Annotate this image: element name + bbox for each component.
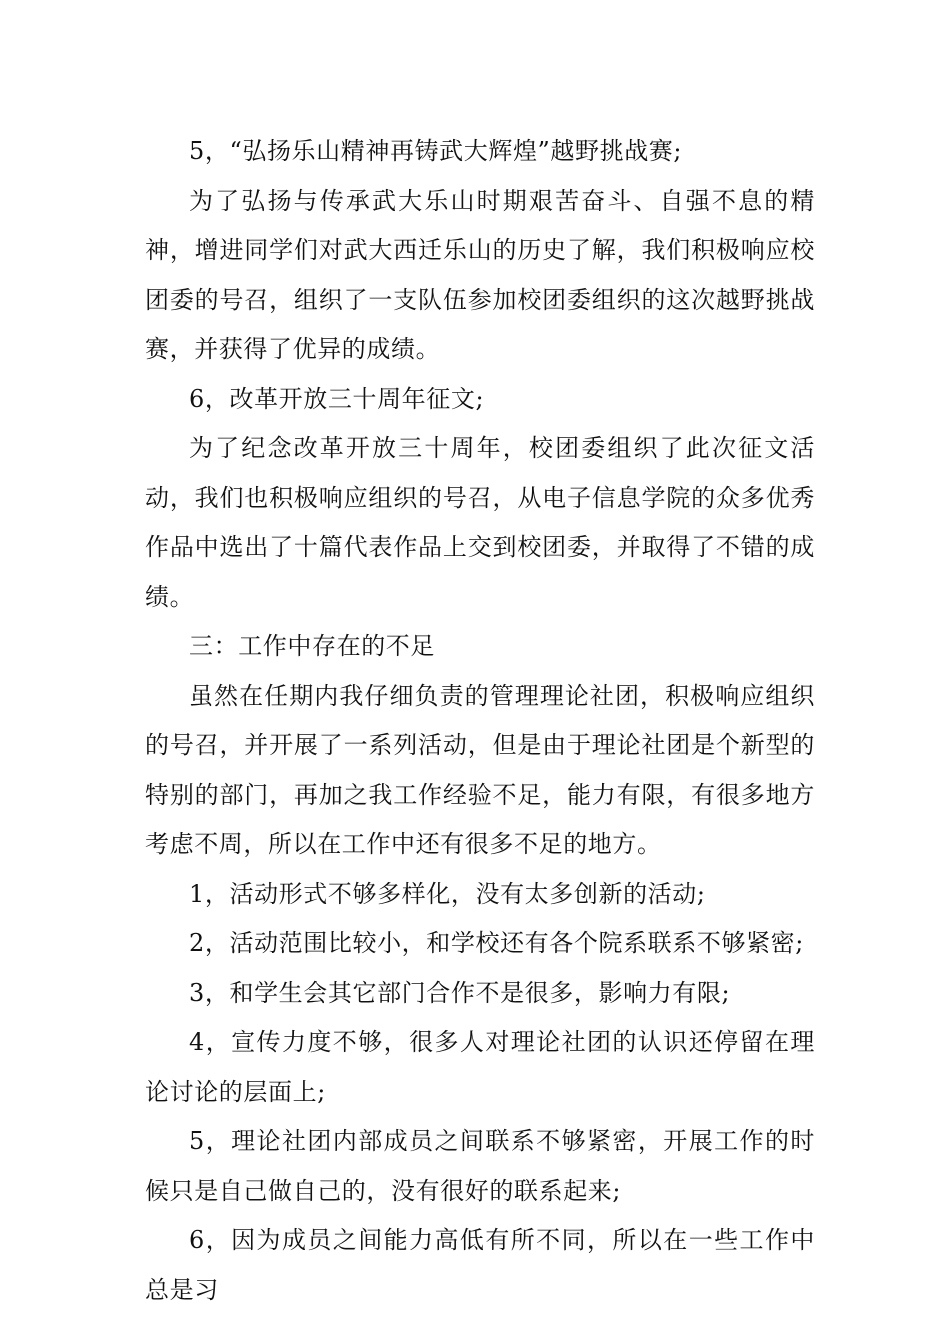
paragraph-item-6-title: 6，改革开放三十周年征文; <box>189 384 485 413</box>
list-item-shortcoming-1: 1，活动形式不够多样化，没有太多创新的活动; <box>189 879 706 908</box>
list-item-shortcoming-4: 4，宣传力度不够，很多人对理论社团的认识还停留在理论讨论的层面上; <box>145 1028 815 1106</box>
list-item-shortcoming-5: 5，理论社团内部成员之间联系不够紧密，开展工作的时候只是自己做自己的，没有很好的联系起来; <box>145 1127 815 1205</box>
list-item-shortcoming-2: 2，活动范围比较小，和学校还有各个院系联系不够紧密; <box>189 929 804 957</box>
paragraph-item-6-body: 为了纪念改革开放三十周年，校团委组织了此次征文活动，我们也积极响应组织的号召，从电子信息学院的众多优秀作品中选出了十篇代表作品上交到校团委，并取得了不错的成绩。 <box>145 434 815 611</box>
document-body <box>145 127 815 1315</box>
section-heading-shortcomings: 三：工作中存在的不足 <box>189 632 435 660</box>
list-item-shortcoming-3: 3，和学生会其它部门合作不是很多，影响力有限; <box>189 978 731 1007</box>
list-item-shortcoming-6: 6，因为成员之间能力高低有所不同，所以在一些工作中总是习 <box>145 1226 815 1304</box>
paragraph-item-5-title: 5，“弘扬乐山精神再铸武大辉煌”越野挑战赛; <box>189 137 683 165</box>
paragraph-item-5-body: 为了弘扬与传承武大乐山时期艰苦奋斗、自强不息的精神，增进同学们对武大西迁乐山的历史了解，我们积极响应校团委的号召，组织了一支队伍参加校团委组织的这次越野挑战赛，并获得了优异的成绩。 <box>145 186 815 363</box>
paragraph-shortcomings-intro: 虽然在任期内我仔细负责的管理理论社团，积极响应组织的号召，并开展了一系列活动，但是由于理论社团是个新型的特别的部门，再加之我工作经验不足，能力有限，有很多地方考虑不周，所以在工作中还有很多不足的地方。 <box>145 681 815 858</box>
